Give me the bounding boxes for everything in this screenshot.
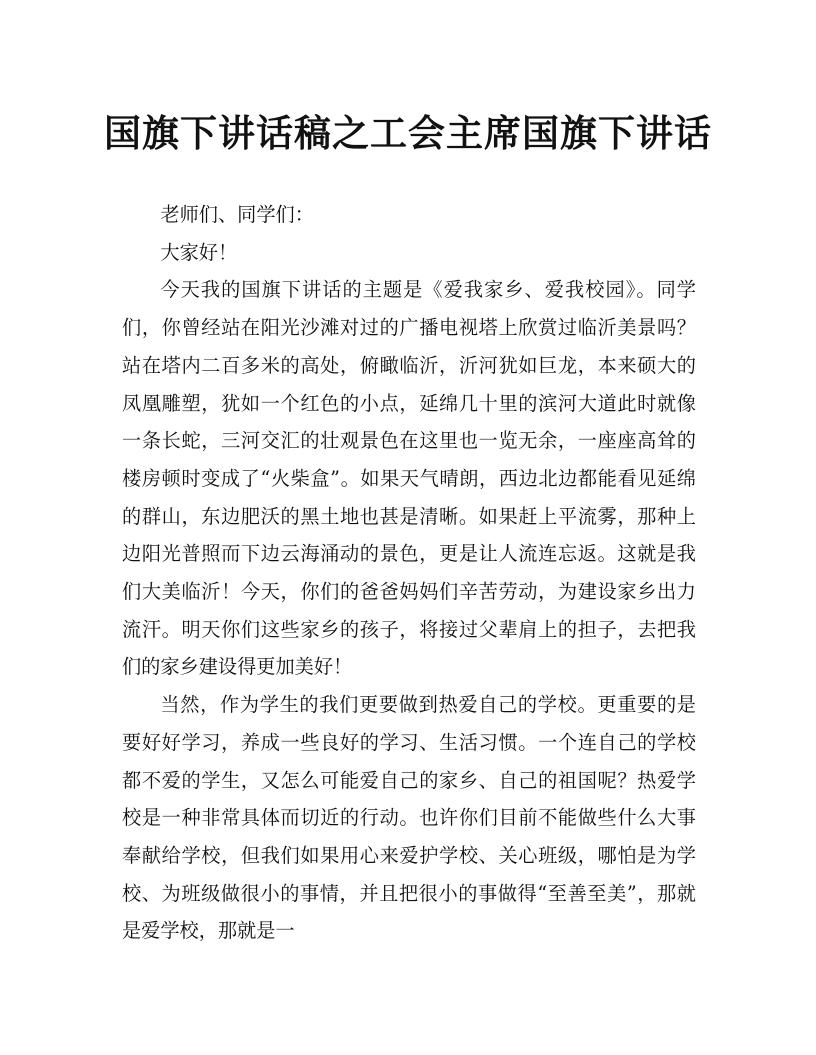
- document-body: [122, 196, 696, 950]
- paragraph-salutation: 老师们、同学们：: [160, 203, 314, 226]
- paragraph-school: 当然，作为学生的我们更要做到热爱自己的学校。更重要的是要好好学习，养成一些良好的学习、生活习惯。一个连自己的学校都不爱的学生，又怎么可能爱自己的家乡、自己的祖国呢？热爱学校是一种非常具体而切近的行动。也许你们目前不能做些什么大事奉献给学校，但我们如果用心来爱护学校、关心班级，哪怕是为学校、为班级做很小的事情，并且把很小的事做得“至善至美”，那就是爱学校，那就是一: [122, 693, 696, 943]
- document-title: 国旗下讲话稿之工会主席国旗下讲话: [104, 111, 712, 155]
- paragraph-hometown: 今天我的国旗下讲话的主题是《爱我家乡、爱我校园》。同学们，你曾经站在阳光沙滩对过的广播电视塔上欣赏过临沂美景吗？站在塔内二百多米的高处，俯瞰临沂，沂河犹如巨龙，本来硕大的凤凰雕塑，犹如一个红色的小点，延绵几十里的滨河大道此时就像一条长蛇，三河交汇的壮观景色在这里也一览无余，一座座高耸的楼房顿时变成了“火柴盒”。如果天气晴朗，西边北边都能看见延绵的群山，东边肥沃的黑土地也甚是清晰。如果赶上平流雾，那种上边阳光普照而下边云海涌动的景色，更是让人流连忘返。这就是我们大美临沂！今天，你们的爸爸妈妈们辛苦劳动，为建设家乡出力流汗。明天你们这些家乡的孩子，将接过父辈肩上的担子，去把我们的家乡建设得更加美好！: [122, 278, 696, 679]
- paragraph-greeting: 大家好！: [160, 240, 238, 264]
